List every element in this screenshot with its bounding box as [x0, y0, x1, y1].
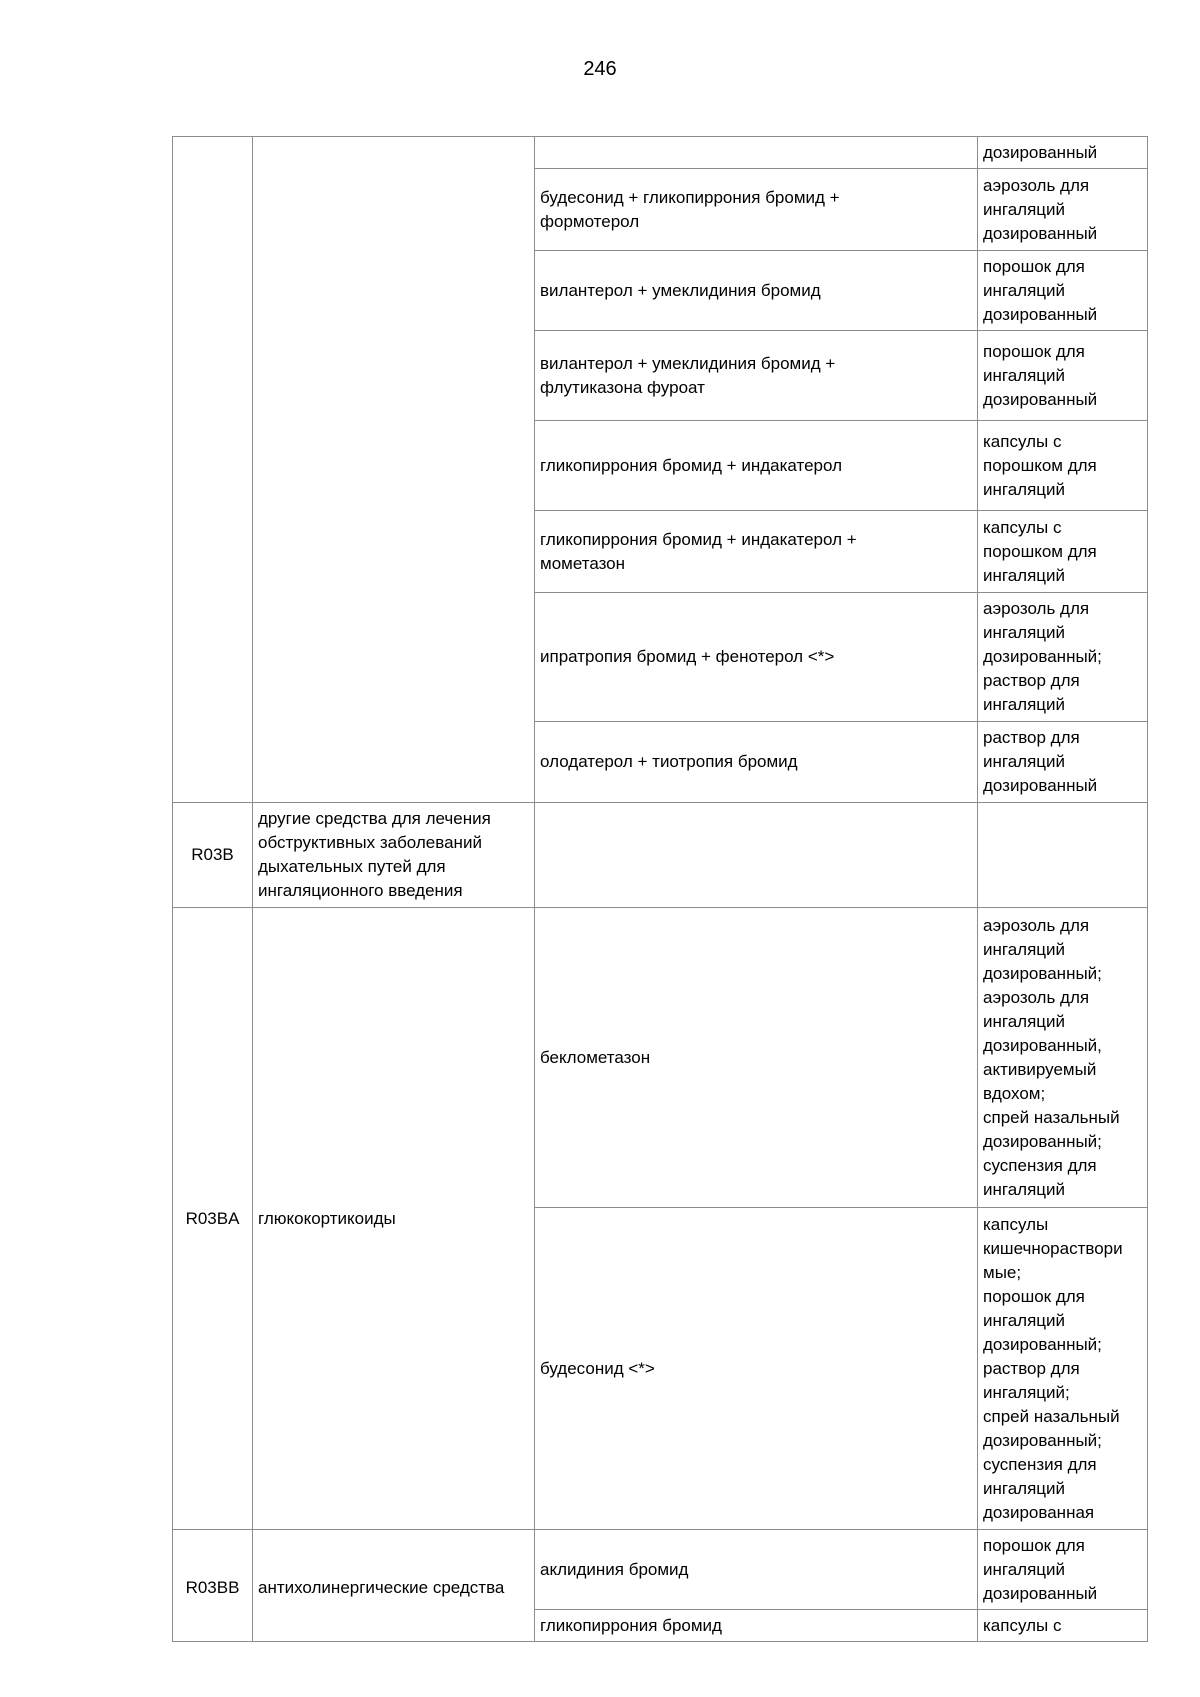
form-line: аэрозоль для	[983, 915, 1090, 935]
form-cell	[978, 593, 1148, 722]
form-line: порошком для	[983, 541, 1097, 561]
form-cell	[978, 251, 1148, 331]
form-line: раствор для	[983, 728, 1080, 747]
form-line: ингаляций	[983, 365, 1066, 385]
form-line: кишечнораствори	[983, 1238, 1123, 1258]
drug-line: вилантерол + умеклидиния бромид +	[540, 353, 836, 373]
form-line: ингаляций	[983, 479, 1066, 499]
form-line: ингаляций	[983, 199, 1066, 219]
drug-line: ипратропия бромид + фенотерол <*>	[540, 647, 835, 666]
group-cell	[253, 1530, 535, 1642]
form-line: ингаляций;	[983, 1382, 1070, 1402]
form-line: ингаляций	[983, 1559, 1066, 1579]
drug-line: будесонид <*>	[540, 1358, 655, 1378]
drug-line: беклометазон	[540, 1047, 651, 1067]
form-line: ингаляций	[983, 1310, 1066, 1330]
form-line: дозированная	[983, 1502, 1095, 1522]
form-line: дозированный	[983, 1583, 1098, 1603]
form-line: ингаляций	[983, 1011, 1066, 1031]
form-line: спрей назальный	[983, 1406, 1120, 1426]
group-cell	[253, 803, 535, 908]
drug-line: вилантерол + умеклидиния бромид	[540, 280, 821, 300]
drug-line: аклидиния бромид	[540, 1559, 689, 1579]
code-cell	[173, 137, 253, 803]
form-line: спрей назальный	[983, 1107, 1120, 1127]
form-line: капсулы с	[983, 431, 1062, 451]
drug-cell	[535, 1610, 978, 1642]
form-line: аэрозоль для	[983, 175, 1090, 195]
form-line: аэрозоль для	[983, 599, 1090, 618]
drug-line: олодатерол + тиотропия бромид	[540, 752, 798, 771]
form-cell	[978, 511, 1148, 593]
form-line: суспензия для	[983, 1155, 1097, 1175]
code-cell: R03BA	[173, 908, 253, 1530]
form-cell	[978, 169, 1148, 251]
drug-cell	[535, 331, 978, 421]
group-cell	[253, 137, 535, 803]
table-row	[173, 137, 1148, 169]
table-row	[173, 803, 1148, 908]
form-line: капсулы с	[983, 1615, 1062, 1635]
form-cell	[978, 331, 1148, 421]
form-line: капсулы	[983, 1214, 1049, 1234]
form-line: порошок для	[983, 1535, 1085, 1555]
form-line: дозированный	[983, 142, 1098, 162]
form-line: порошок для	[983, 341, 1085, 361]
form-line: ингаляций	[983, 939, 1066, 959]
drug-table	[172, 136, 1148, 1642]
group-line: антихолинергические средства	[258, 1577, 505, 1597]
form-line: дозированный;	[983, 1334, 1102, 1354]
drug-line: гликопиррония бромид + индакатерол	[540, 455, 842, 475]
form-cell	[978, 421, 1148, 511]
form-line: дозированный	[983, 389, 1098, 409]
group-line: ингаляционного введения	[258, 881, 463, 900]
form-line: активируемый	[983, 1059, 1097, 1079]
form-cell	[978, 1208, 1148, 1530]
drug-line: формотерол	[540, 211, 640, 231]
form-line: дозированный	[983, 776, 1098, 795]
drug-cell	[535, 1208, 978, 1530]
form-line: порошок для	[983, 1286, 1085, 1306]
drug-line: мометазон	[540, 553, 626, 573]
form-line: ингаляций	[983, 565, 1066, 585]
form-line: мые;	[983, 1262, 1022, 1282]
drug-cell	[535, 1530, 978, 1610]
form-cell	[978, 137, 1148, 169]
drug-cell	[535, 421, 978, 511]
table-row	[173, 1530, 1148, 1610]
form-line: ингаляций	[983, 752, 1066, 771]
table-row	[173, 908, 1148, 1208]
code-cell	[173, 1530, 253, 1642]
form-line: аэрозоль для	[983, 987, 1090, 1007]
form-line: суспензия для	[983, 1454, 1097, 1474]
form-cell	[978, 1530, 1148, 1610]
group-cell	[253, 908, 535, 1530]
form-line: дозированный,	[983, 1035, 1102, 1055]
drug-line: будесонид + гликопиррония бромид +	[540, 187, 840, 207]
form-line: ингаляций	[983, 623, 1066, 642]
drug-line: флутиказона фуроат	[540, 377, 705, 397]
drug-line: гликопиррония бромид	[540, 1615, 722, 1635]
drug-cell	[535, 251, 978, 331]
drug-cell	[535, 593, 978, 722]
drug-cell	[535, 908, 978, 1208]
form-line: ингаляций	[983, 280, 1066, 300]
form-line: дозированный;	[983, 1430, 1102, 1450]
group-line: обструктивных заболеваний	[258, 833, 482, 852]
form-line: дозированный	[983, 304, 1098, 324]
form-line: дозированный;	[983, 647, 1102, 666]
form-line: раствор для	[983, 671, 1080, 690]
form-cell	[978, 908, 1148, 1208]
form-line: дозированный;	[983, 963, 1102, 983]
form-line: дозированный;	[983, 1131, 1102, 1151]
drug-cell	[535, 511, 978, 593]
drug-cell	[535, 137, 978, 169]
form-line: капсулы с	[983, 517, 1062, 537]
group-line: глюкокортикоиды	[258, 1208, 396, 1228]
drug-cell	[535, 722, 978, 803]
form-cell	[978, 1610, 1148, 1642]
group-line: дыхательных путей для	[258, 857, 446, 876]
form-cell	[978, 722, 1148, 803]
form-line: порошок для	[983, 256, 1085, 276]
form-line: ингаляций	[983, 695, 1066, 714]
form-line: вдохом;	[983, 1083, 1046, 1103]
group-line: другие средства для лечения	[258, 809, 491, 828]
page-number: 246	[583, 58, 617, 80]
code-cell: R03B	[173, 803, 253, 908]
form-line: дозированный	[983, 223, 1098, 243]
drug-cell	[535, 169, 978, 251]
form-line: ингаляций	[983, 1478, 1066, 1498]
code-line: R03BB	[185, 1577, 240, 1597]
form-line: ингаляций	[983, 1179, 1066, 1199]
form-line: раствор для	[983, 1358, 1080, 1378]
drug-line: гликопиррония бромид + индакатерол +	[540, 529, 857, 549]
drug-cell	[535, 803, 978, 908]
form-cell	[978, 803, 1148, 908]
form-line: порошком для	[983, 455, 1097, 475]
